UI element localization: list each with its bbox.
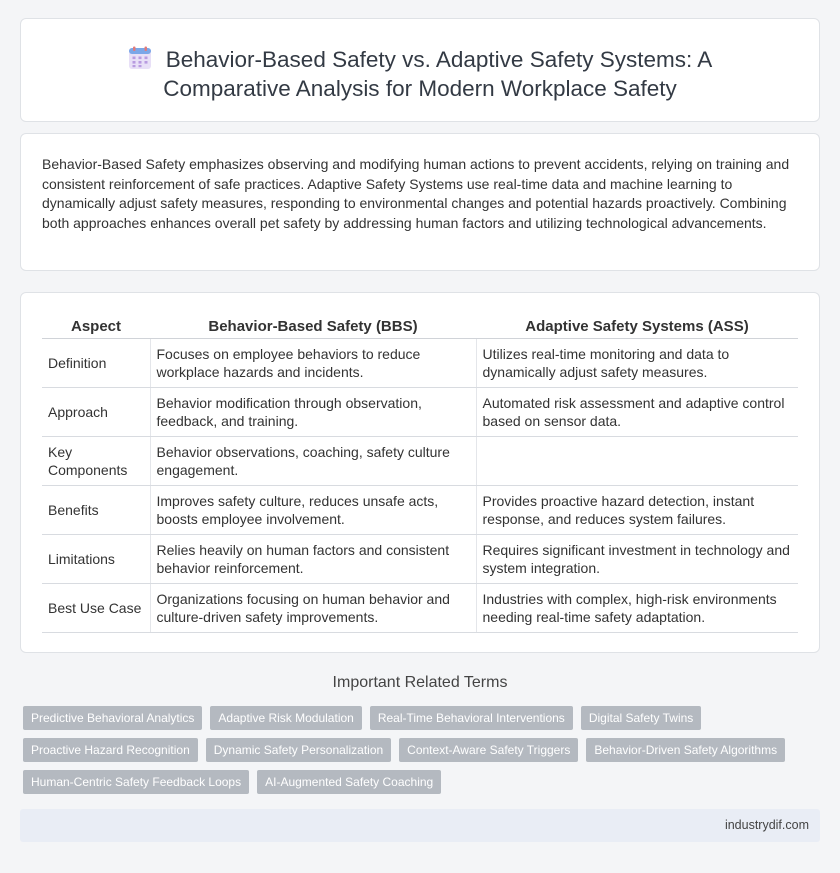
title-line-1: Behavior-Based Safety vs. Adaptive Safety Systems: A [165,47,713,72]
tag-ai-augmented-safety-coaching[interactable]: AI-Augmented Safety Coaching [257,770,441,794]
table-row [42,583,798,632]
tag-proactive-hazard-recognition[interactable]: Proactive Hazard Recognition [23,738,198,762]
cell-ass: Utilizes real-time monitoring and data to dynamically adjust safety measures. [476,338,798,387]
table-row [42,485,798,534]
cell-ass: Automated risk assessment and adaptive control based on sensor data. [476,387,798,436]
intro-paragraph: Behavior-Based Safety emphasizes observing and modifying human actions to prevent accidents, relying on training and consistent reinforcement of safe practices. Adaptive Safety Systems use real-time data and machine learning to dynamically adjust safety measures, responding to environmental changes and potential hazards proactively. Combining both approaches enhances overall pet safety by addressing human factors and utilizing technological advancements. [42,156,790,231]
tag-row-3 [23,770,441,794]
cell-ass: Requires significant investment in technology and system integration. [476,534,798,583]
calendar-icon [128,46,152,70]
tag-human-centric-safety-feedback-loops[interactable]: Human-Centric Safety Feedback Loops [23,770,249,794]
cell-aspect: Benefits [42,485,150,534]
tag-adaptive-risk-modulation[interactable]: Adaptive Risk Modulation [210,706,361,730]
cell-bbs: Organizations focusing on human behavior and culture-driven safety improvements. [150,583,476,632]
cell-aspect: Definition [42,338,150,387]
tag-row-1 [23,706,701,730]
cell-aspect: Limitations [42,534,150,583]
cell-ass: Provides proactive hazard detection, instant response, and reduces system failures. [476,485,798,534]
cell-bbs: Focuses on employee behaviors to reduce workplace hazards and incidents. [150,338,476,387]
footer-site-link[interactable]: industrydif.com [724,818,809,832]
title-line-2: Comparative Analysis for Modern Workplace Safety [163,76,677,101]
cell-bbs: Behavior observations, coaching, safety culture engagement. [150,436,476,485]
tag-behavior-driven-safety-algorithms[interactable]: Behavior-Driven Safety Algorithms [586,738,785,762]
cell-bbs: Relies heavily on human factors and consistent behavior reinforcement. [150,534,476,583]
cell-aspect: Key Components [42,436,150,485]
table-header-row [42,316,798,338]
page-title [21,45,819,103]
tag-predictive-behavioral-analytics[interactable]: Predictive Behavioral Analytics [23,706,202,730]
cell-bbs: Behavior modification through observation, feedback, and training. [150,387,476,436]
table-row [42,436,798,485]
related-terms-title: Important Related Terms [332,674,508,691]
header-aspect: Aspect [42,316,150,338]
header-bbs: Behavior-Based Safety (BBS) [150,316,476,338]
intro-card [20,133,820,271]
title-card [20,18,820,122]
cell-ass [476,436,798,485]
tag-context-aware-safety-triggers[interactable]: Context-Aware Safety Triggers [399,738,578,762]
table-row [42,534,798,583]
tag-real-time-behavioral-interventions[interactable]: Real-Time Behavioral Interventions [370,706,573,730]
tag-digital-safety-twins[interactable]: Digital Safety Twins [581,706,702,730]
footer [20,809,820,842]
comparison-table [42,316,798,633]
cell-ass: Industries with complex, high-risk environments needing real-time safety adaptation. [476,583,798,632]
table-row [42,387,798,436]
tag-row-2 [23,738,785,762]
tag-dynamic-safety-personalization[interactable]: Dynamic Safety Personalization [206,738,391,762]
comparison-card [20,292,820,653]
cell-aspect: Approach [42,387,150,436]
cell-aspect: Best Use Case [42,583,150,632]
table-row [42,338,798,387]
header-ass: Adaptive Safety Systems (ASS) [476,316,798,338]
cell-bbs: Improves safety culture, reduces unsafe acts, boosts employee involvement. [150,485,476,534]
